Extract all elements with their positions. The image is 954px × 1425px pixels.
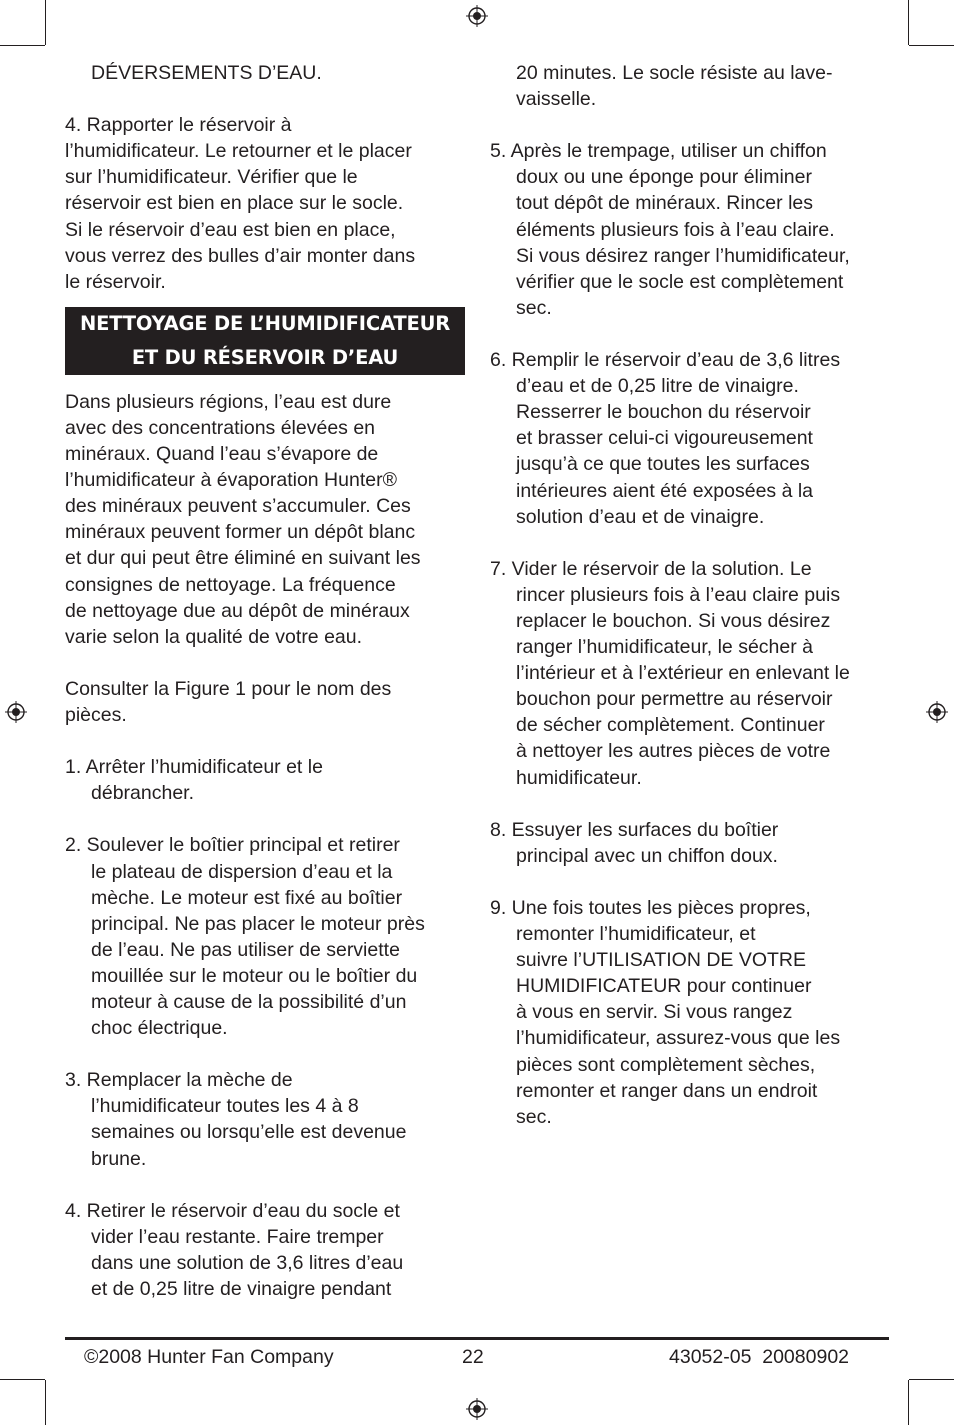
document-code: 43052-05 20080902 [669,1346,850,1368]
text-line: intérieures aient été exposées à la [516,479,814,502]
text-line: 3. Remplacer la mèche de [65,1069,293,1092]
text-line: HUMIDIFICATEUR pour continuer [516,975,812,998]
text-line: 7. Vider le réservoir de la solution. Le [490,557,812,580]
text-line: remonter l’humidificateur, et [516,923,756,946]
text-line: minéraux peuvent former un dépôt blanc [65,521,416,544]
text-line: et brasser celui-ci vigoureusement [516,427,813,450]
section-heading-line: ET DU RÉSERVOIR D’EAU [131,345,399,369]
crop-mark [45,0,46,45]
text-line: l’humidificateur toutes les 4 à 8 [91,1095,359,1118]
section-heading-line: NETTOYAGE DE L’HUMIDIFICATEUR [79,311,451,335]
left-column [65,60,465,1302]
step-3 [65,1067,465,1171]
text-line: l’humidificateur. Le retourner et le placer [65,140,412,163]
footer-divider [65,1337,889,1340]
crop-mark [0,45,45,46]
text-line: vérifier que le socle est complètement [516,270,844,293]
text-line: 2. Soulever le boîtier principal et retirer [65,834,400,857]
continuation-text: DÉVERSEMENTS D’EAU. [91,62,322,84]
text-line: Consulter la Figure 1 pour le nom des [65,677,392,700]
text-line: avec des concentrations élevées en [65,416,376,439]
text-line: d’eau et de 0,25 litre de vinaigre. [516,375,799,398]
text-line: semaines ou lorsqu’elle est devenue [91,1121,407,1144]
text-line: brune. [91,1147,147,1170]
registration-mark-icon [5,701,27,723]
text-line: Si vous désirez ranger l’humidificateur, [516,244,850,267]
text-line: varie selon la qualité de votre eau. [65,625,363,648]
text-line: de l’eau. Ne pas utiliser de serviette [91,938,400,961]
text-line: le plateau de dispersion d’eau et la [91,860,393,883]
text-line: le réservoir. [65,270,166,293]
text-line: 8. Essuyer les surfaces du boîtier [490,818,779,841]
text-line: principal. Ne pas placer le moteur près [91,912,425,935]
figure-reference [65,676,465,728]
text-line: doux ou une éponge pour éliminer [516,166,812,189]
text-line: humidificateur. [516,766,642,789]
text-line: à vous en servir. Si vous rangez [516,1001,793,1024]
step-9 [490,895,890,1130]
step-8 [490,817,890,869]
text-line: sur l’humidificateur. Vérifier que le [65,166,358,189]
step-4-soak [65,1198,465,1302]
crop-mark [45,1380,46,1425]
step-6 [490,347,890,530]
text-line: vous verrez des bulles d’air monter dans [65,244,416,267]
text-line: Si le réservoir d’eau est bien en place, [65,218,396,241]
text-line: 6. Remplir le réservoir d’eau de 3,6 litres [490,349,841,372]
text-line: l’humidificateur, assurez-vous que les [516,1027,841,1050]
section-heading [65,307,465,375]
text-line: 4. Retirer le réservoir d’eau du socle et [65,1199,400,1222]
text-line: l’humidificateur à évaporation Hunter® [65,469,397,492]
text-line: solution d’eau et de vinaigre. [516,505,765,528]
text-line: 1. Arrêter l’humidificateur et le [65,756,323,779]
step-7 [490,556,890,791]
text-line: suivre l’UTILISATION DE VOTRE [516,949,807,972]
text-line: tout dépôt de minéraux. Rincer les [516,192,813,215]
text-line: 4. Rapporter le réservoir à [65,114,292,137]
text-line: vaisselle. [516,88,597,111]
text-line: l’intérieur et à l’extérieur en enlevant le [516,662,850,685]
text-line: des minéraux peuvent s’accumuler. Ces [65,495,411,518]
text-line: éléments plusieurs fois à l’eau claire. [516,218,835,241]
crop-mark [908,1380,909,1425]
crop-mark [908,0,909,45]
text-line: dans une solution de 3,6 litres d’eau [91,1251,404,1274]
text-line: rincer plusieurs fois à l’eau claire puis [516,583,841,606]
text-line: et de 0,25 litre de vinaigre pendant [91,1278,392,1301]
text-line: de sécher complètement. Continuer [516,714,825,737]
registration-mark-icon [466,5,488,27]
page-number: 22 [462,1346,484,1368]
text-line: minéraux. Quand l’eau s’évapore de [65,443,379,466]
text-line: Dans plusieurs régions, l’eau est dure [65,390,392,413]
step-2 [65,832,465,1041]
text-line: ranger l’humidificateur, le sécher à [516,636,813,659]
registration-mark-icon [466,1398,488,1420]
text-line: pièces. [65,703,127,726]
text-line: bouchon pour permettre au réservoir [516,688,833,711]
text-line: 9. Une fois toutes les pièces propres, [490,897,811,919]
text-line: 20 minutes. Le socle résiste au lave- [516,62,833,84]
text-line: replacer le bouchon. Si vous désirez [516,609,831,632]
text-line: 5. Après le trempage, utiliser un chiffon [490,140,827,163]
text-line: moteur à cause de la possibilité d’un [91,991,407,1013]
text-line: principal avec un chiffon doux. [516,844,778,867]
text-line: sec. [516,296,552,319]
text-line: choc électrique. [91,1017,228,1040]
intro-paragraph [65,389,465,650]
text-line: et dur qui peut être éliminé en suivant les [65,547,421,570]
text-line: de nettoyage due au dépôt de minéraux [65,599,410,622]
text-line: consignes de nettoyage. La fréquence [65,573,396,596]
step-1 [65,754,465,806]
text-line: pièces sont complètement sèches, [516,1053,816,1076]
text-line: réservoir est bien en place sur le socle. [65,192,404,215]
step-4-return-reservoir [65,112,465,295]
footer-copyright: ©2008 Hunter Fan Company [84,1346,334,1368]
right-column [490,60,890,1130]
crop-mark [0,1379,45,1380]
text-line: sec. [516,1105,552,1128]
text-line: jusqu’à ce que toutes les surfaces [516,453,810,476]
text-line: vider l’eau restante. Faire tremper [91,1225,384,1248]
registration-mark-icon [926,701,948,723]
crop-mark [909,1379,954,1380]
step-4-soak-continued [490,60,890,112]
text-line: remonter et ranger dans un endroit [516,1079,818,1102]
step-5 [490,138,890,321]
text-line: mèche. Le moteur est fixé au boîtier [91,886,403,909]
crop-mark [909,45,954,46]
text-line: Resserrer le bouchon du réservoir [516,401,811,424]
text-line: débrancher. [91,782,194,805]
text-line: à nettoyer les autres pièces de votre [516,740,831,763]
text-line: mouillée sur le moteur ou le boîtier du [91,964,418,987]
